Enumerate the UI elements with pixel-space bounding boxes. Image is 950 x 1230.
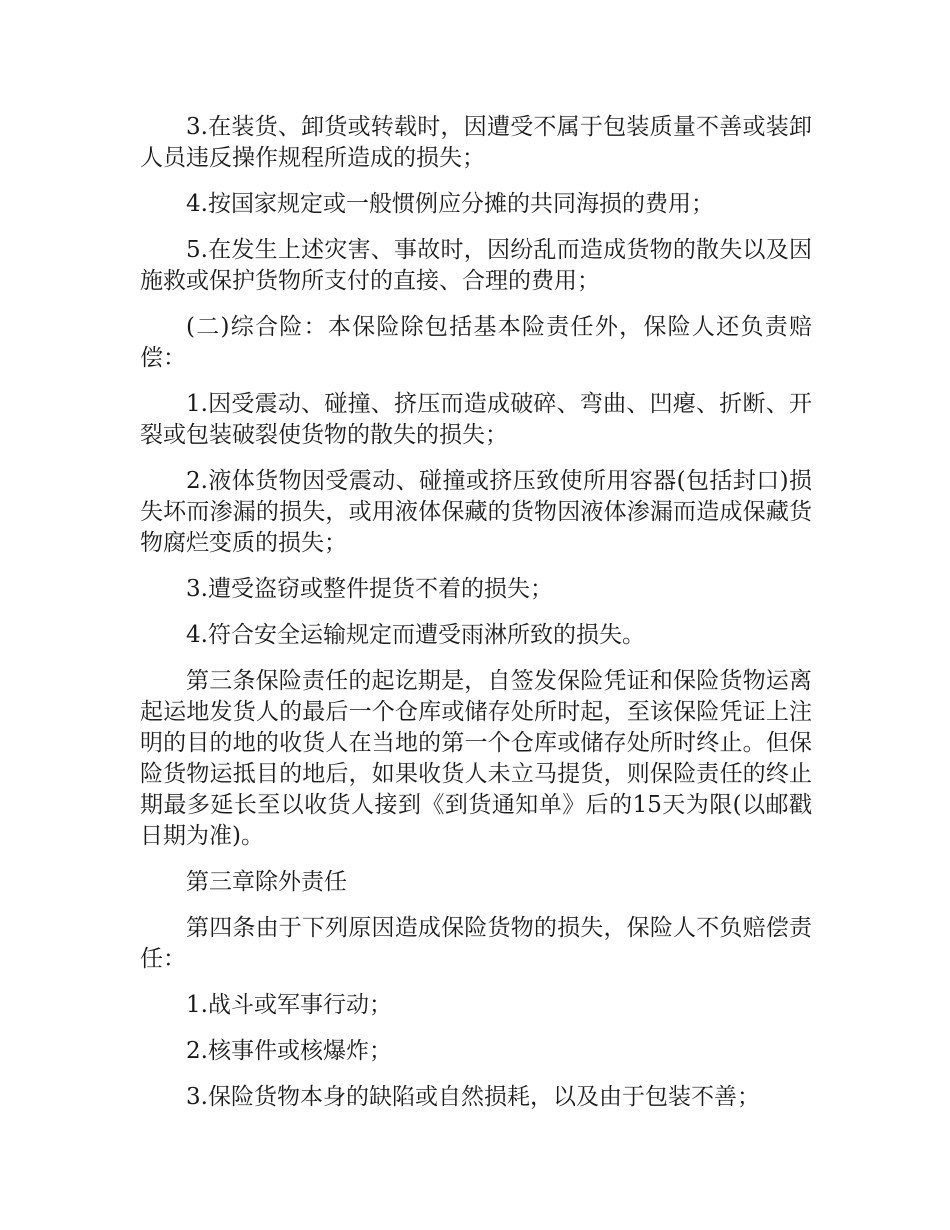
paragraph-comprehensive-1-breakage: 1.因受震动、碰撞、挤压而造成破碎、弯曲、凹瘪、折断、开裂或包装破裂使货物的散失的损失； bbox=[140, 391, 812, 448]
paragraph-clause-5-rescue-costs: 5.在发生上述灾害、事故时，因纷乱而造成货物的散失以及因施救或保护货物所支付的直接、合理的费用； bbox=[140, 237, 812, 294]
paragraph-comprehensive-3-theft: 3.遭受盗窃或整件提货不着的损失； bbox=[186, 576, 553, 602]
paragraph-clause-4-general-average: 4.按国家规定或一般惯例应分摊的共同海损的费用； bbox=[186, 191, 714, 217]
chapter-heading-exclusions: 第三章除外责任 bbox=[186, 869, 347, 895]
paragraph-comprehensive-4-rain: 4.符合安全运输规定而遭受雨淋所致的损失。 bbox=[186, 622, 645, 648]
paragraph-exclusion-1-war: 1.战斗或军事行动； bbox=[186, 992, 392, 1018]
paragraph-exclusion-3-defects: 3.保险货物本身的缺陷或自然损耗，以及由于包装不善； bbox=[186, 1084, 760, 1110]
paragraph-article-3-period: 第三条保险责任的起讫期是，自签发保险凭证和保险货物运离起运地发货人的最后一个仓库或储存处所时起，至该保险凭证上注明的目的地的收货人在当地的第一个仓库或储存处所时终止。但保险货物运抵目的地后，如果收货人未立马提货，则保险责任的终止期最多延长至以收货人接到《到货通知单》后的15天为限(以邮戳日期为准)。 bbox=[140, 668, 812, 849]
paragraph-clause-3-loading: 3.在装货、卸货或转载时，因遭受不属于包装质量不善或装卸人员违反操作规程所造成的损失； bbox=[140, 114, 812, 171]
paragraph-article-4-exclusions: 第四条由于下列原因造成保险货物的损失，保险人不负赔偿责任： bbox=[140, 915, 812, 972]
paragraph-comprehensive-insurance: (二)综合险：本保险除包括基本险责任外，保险人还负责赔偿： bbox=[140, 314, 812, 371]
document-body bbox=[140, 112, 812, 1128]
paragraph-comprehensive-2-leakage: 2.液体货物因受震动、碰撞或挤压致使所用容器(包括封口)损失坏而渗漏的损失，或用液体保藏的货物因液体渗漏而造成保藏货物腐烂变质的损失； bbox=[140, 468, 812, 556]
paragraph-exclusion-2-nuclear: 2.核事件或核爆炸； bbox=[186, 1038, 392, 1064]
